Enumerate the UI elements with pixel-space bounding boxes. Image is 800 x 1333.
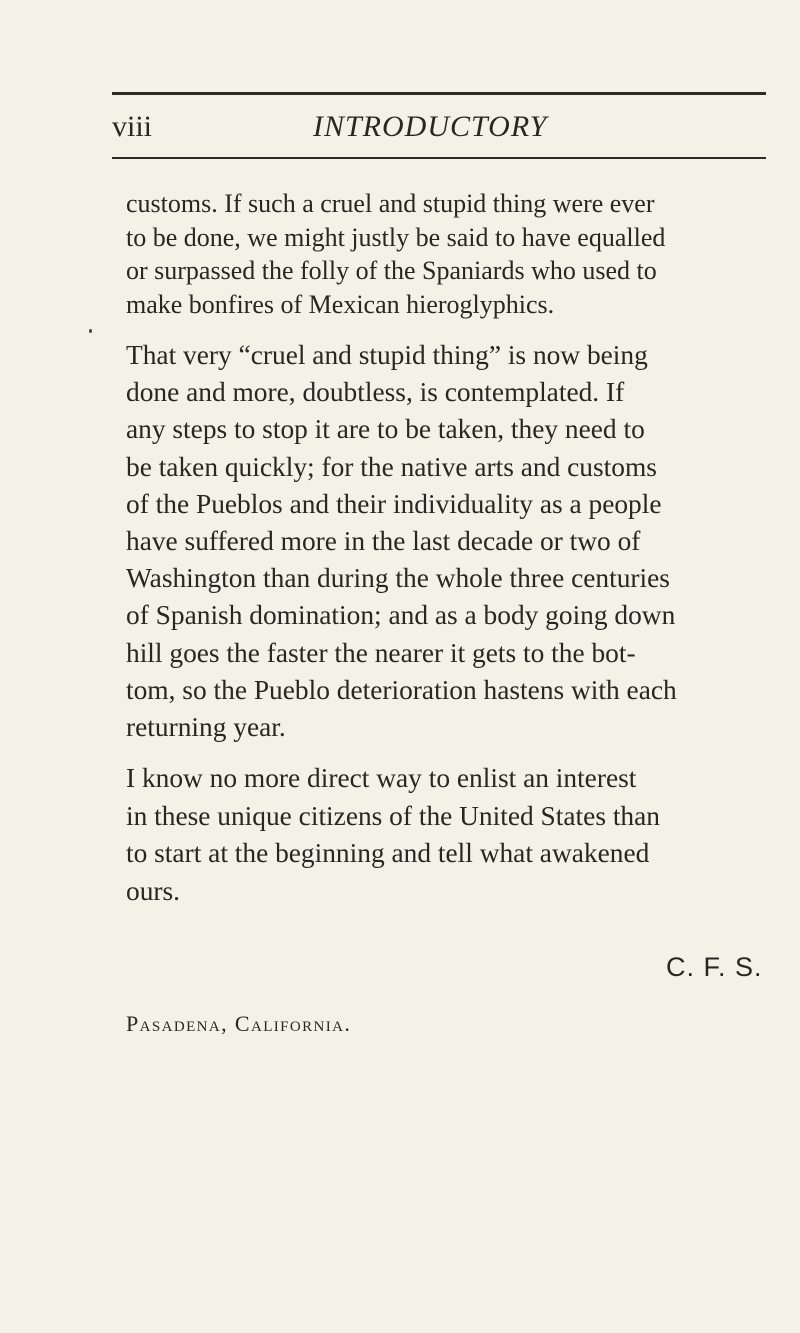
text-line: returning year. — [126, 712, 286, 743]
text-line: of the Pueblos and their individuality as a people — [126, 488, 662, 519]
running-header — [112, 109, 766, 149]
paragraph-2 — [126, 337, 776, 746]
paragraph-3 — [126, 760, 776, 910]
text-line: customs. If such a cruel and stupid thing were ever — [126, 189, 655, 218]
text-line: make bonfires of Mexican hieroglyphics. — [126, 289, 555, 319]
text-line: I know no more direct way to enlist an interest — [126, 763, 637, 793]
text-line: done and more, doubtless, is contemplated. If — [126, 377, 625, 408]
text-line: any steps to stop it are to be taken, they need to — [126, 414, 645, 445]
paragraph-1 — [126, 187, 776, 321]
author-initials: C. F. S. — [666, 952, 763, 982]
place-line: Pasadena, California. — [126, 1011, 352, 1036]
running-title: INTRODUCTORY — [313, 110, 548, 143]
text-line: to be done, we might justly be said to have equalled — [126, 222, 666, 252]
text-line: to start at the beginning and tell what awakened — [126, 838, 650, 868]
text-line: tom, so the Pueblo deterioration hastens with each — [126, 674, 677, 705]
text-line: be taken quickly; for the native arts and customs — [126, 451, 657, 482]
text-line: have suffered more in the last decade or two of — [126, 526, 641, 557]
header-rule-top — [112, 92, 766, 95]
page-number: viii — [112, 110, 153, 143]
text-line: That very “cruel and stupid thing” is now being — [126, 340, 648, 370]
text-line: in these unique citizens of the United States than — [126, 800, 660, 831]
text-line: of Spanish domination; and as a body going down — [126, 600, 676, 631]
text-line: or surpassed the folly of the Spaniards who used to — [126, 256, 657, 286]
text-line: Washington than during the whole three centuries — [126, 563, 670, 594]
header-rule-bottom — [112, 157, 766, 159]
margin-mark — [89, 329, 92, 333]
text-line: ours. — [126, 875, 181, 906]
text-line: hill goes the faster the nearer it gets to the bot- — [126, 637, 636, 668]
